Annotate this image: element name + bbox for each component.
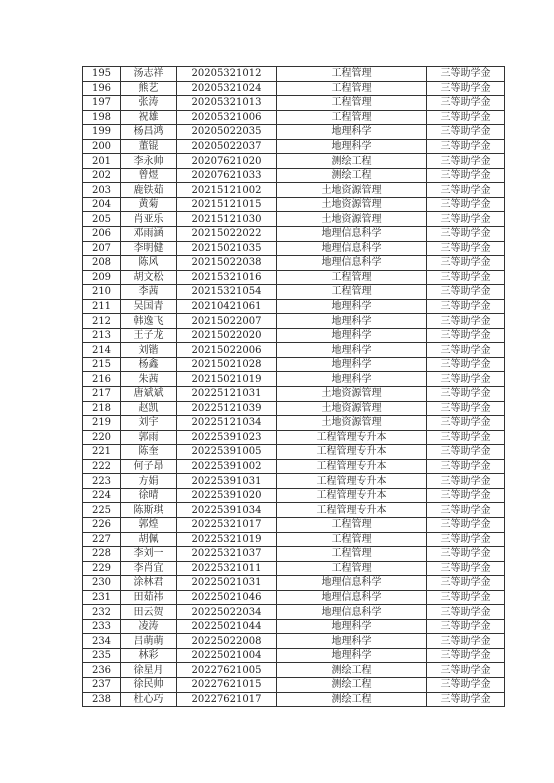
award-level-cell: 三等助学金 [427,619,505,634]
table-row [83,605,505,620]
table-row [83,474,505,489]
row-number-cell: 199 [83,125,121,140]
table-row [83,416,505,431]
student-name-cell: 刘宇 [121,416,177,431]
award-level-cell: 三等助学金 [427,517,505,532]
award-level-cell: 三等助学金 [427,430,505,445]
award-level-cell: 三等助学金 [427,154,505,169]
student-id-cell: 20225391020 [177,488,277,503]
student-id-cell: 20205321024 [177,81,277,96]
student-id-cell: 20205022035 [177,125,277,140]
award-level-cell: 三等助学金 [427,445,505,460]
major-cell: 工程管理 [277,81,427,96]
student-name-cell: 邓雨涵 [121,227,177,242]
student-id-cell: 20225321011 [177,561,277,576]
award-level-cell: 三等助学金 [427,328,505,343]
award-level-cell: 三等助学金 [427,547,505,562]
student-id-cell: 20210421061 [177,299,277,314]
table-row [83,387,505,402]
scholarship-table [82,66,505,707]
student-name-cell: 方娟 [121,474,177,489]
major-cell: 地理信息科学 [277,256,427,271]
major-cell: 测绘工程 [277,168,427,183]
table-row [83,430,505,445]
student-id-cell: 20215022020 [177,328,277,343]
award-level-cell: 三等助学金 [427,314,505,329]
row-number-cell: 197 [83,96,121,111]
row-number-cell: 215 [83,357,121,372]
student-name-cell: 董锟 [121,139,177,154]
row-number-cell: 222 [83,459,121,474]
major-cell: 测绘工程 [277,677,427,692]
major-cell: 土地资源管理 [277,212,427,227]
award-level-cell: 三等助学金 [427,241,505,256]
table-row [83,488,505,503]
student-name-cell: 朱茜 [121,372,177,387]
award-level-cell: 三等助学金 [427,648,505,663]
major-cell: 地理科学 [277,299,427,314]
table-row [83,227,505,242]
table-row [83,663,505,678]
student-id-cell: 20215021019 [177,372,277,387]
major-cell: 测绘工程 [277,154,427,169]
major-cell: 工程管理 [277,270,427,285]
table-row [83,692,505,707]
student-id-cell: 20225321019 [177,532,277,547]
row-number-cell: 202 [83,168,121,183]
row-number-cell: 216 [83,372,121,387]
major-cell: 地理科学 [277,328,427,343]
student-id-cell: 20215021035 [177,241,277,256]
table-row [83,648,505,663]
award-level-cell: 三等助学金 [427,168,505,183]
row-number-cell: 238 [83,692,121,707]
row-number-cell: 221 [83,445,121,460]
row-number-cell: 204 [83,197,121,212]
major-cell: 测绘工程 [277,692,427,707]
major-cell: 土地资源管理 [277,387,427,402]
table-row [83,459,505,474]
row-number-cell: 207 [83,241,121,256]
student-id-cell: 20225022034 [177,605,277,620]
table-row [83,357,505,372]
student-name-cell: 吕萌萌 [121,634,177,649]
student-id-cell: 20215321016 [177,270,277,285]
student-name-cell: 郭煌 [121,517,177,532]
student-name-cell: 徐民帅 [121,677,177,692]
major-cell: 测绘工程 [277,663,427,678]
student-name-cell: 陈斯琪 [121,503,177,518]
table-row [83,677,505,692]
row-number-cell: 224 [83,488,121,503]
student-name-cell: 熊艺 [121,81,177,96]
row-number-cell: 230 [83,576,121,591]
student-name-cell: 杜心巧 [121,692,177,707]
table-row [83,96,505,111]
student-id-cell: 20225021046 [177,590,277,605]
major-cell: 地理科学 [277,619,427,634]
student-name-cell: 李肖宜 [121,561,177,576]
table-row [83,241,505,256]
student-id-cell: 20215022022 [177,227,277,242]
row-number-cell: 209 [83,270,121,285]
award-level-cell: 三等助学金 [427,634,505,649]
table-row [83,110,505,125]
student-id-cell: 20225391023 [177,430,277,445]
student-name-cell: 李明健 [121,241,177,256]
major-cell: 土地资源管理 [277,183,427,198]
major-cell: 工程管理专升本 [277,474,427,489]
major-cell: 工程管理 [277,561,427,576]
major-cell: 地理科学 [277,314,427,329]
table-row [83,197,505,212]
student-name-cell: 王子龙 [121,328,177,343]
award-level-cell: 三等助学金 [427,459,505,474]
student-id-cell: 20207621033 [177,168,277,183]
student-id-cell: 20225391031 [177,474,277,489]
table-row [83,81,505,96]
student-id-cell: 20225022008 [177,634,277,649]
table-row [83,619,505,634]
major-cell: 工程管理 [277,285,427,300]
table-row [83,328,505,343]
table-row [83,532,505,547]
student-name-cell: 吴国青 [121,299,177,314]
table-row [83,372,505,387]
award-level-cell: 三等助学金 [427,256,505,271]
major-cell: 工程管理专升本 [277,445,427,460]
award-level-cell: 三等助学金 [427,227,505,242]
student-id-cell: 20225391005 [177,445,277,460]
student-id-cell: 20227621015 [177,677,277,692]
student-id-cell: 20225121031 [177,387,277,402]
student-id-cell: 20225321037 [177,547,277,562]
table-row [83,445,505,460]
student-id-cell: 20215022007 [177,314,277,329]
student-name-cell: 郭雨 [121,430,177,445]
table-row [83,212,505,227]
student-name-cell: 肖亚乐 [121,212,177,227]
table-row [83,168,505,183]
award-level-cell: 三等助学金 [427,67,505,82]
row-number-cell: 206 [83,227,121,242]
table-row [83,183,505,198]
major-cell: 工程管理专升本 [277,503,427,518]
table-row [83,343,505,358]
student-name-cell: 陈奎 [121,445,177,460]
student-id-cell: 20215121015 [177,197,277,212]
award-level-cell: 三等助学金 [427,590,505,605]
major-cell: 地理科学 [277,343,427,358]
major-cell: 地理科学 [277,648,427,663]
row-number-cell: 214 [83,343,121,358]
student-id-cell: 20215022038 [177,256,277,271]
student-name-cell: 田云贺 [121,605,177,620]
student-name-cell: 李茜 [121,285,177,300]
student-name-cell: 凌涛 [121,619,177,634]
award-level-cell: 三等助学金 [427,270,505,285]
row-number-cell: 217 [83,387,121,402]
award-level-cell: 三等助学金 [427,357,505,372]
student-id-cell: 20225021044 [177,619,277,634]
student-id-cell: 20205022037 [177,139,277,154]
student-name-cell: 鹿铁茹 [121,183,177,198]
award-level-cell: 三等助学金 [427,416,505,431]
row-number-cell: 201 [83,154,121,169]
row-number-cell: 232 [83,605,121,620]
student-name-cell: 唐斌斌 [121,387,177,402]
student-name-cell: 李永帅 [121,154,177,169]
row-number-cell: 228 [83,547,121,562]
major-cell: 地理信息科学 [277,241,427,256]
award-level-cell: 三等助学金 [427,605,505,620]
major-cell: 地理信息科学 [277,227,427,242]
major-cell: 地理科学 [277,139,427,154]
award-level-cell: 三等助学金 [427,488,505,503]
major-cell: 工程管理 [277,96,427,111]
student-name-cell: 徐星月 [121,663,177,678]
row-number-cell: 195 [83,67,121,82]
table-row [83,299,505,314]
student-id-cell: 20205321006 [177,110,277,125]
award-level-cell: 三等助学金 [427,503,505,518]
table-row [83,590,505,605]
row-number-cell: 235 [83,648,121,663]
student-name-cell: 杨昌鸿 [121,125,177,140]
award-level-cell: 三等助学金 [427,197,505,212]
student-name-cell: 陈风 [121,256,177,271]
row-number-cell: 234 [83,634,121,649]
major-cell: 工程管理 [277,67,427,82]
award-level-cell: 三等助学金 [427,532,505,547]
major-cell: 工程管理专升本 [277,459,427,474]
award-level-cell: 三等助学金 [427,561,505,576]
row-number-cell: 200 [83,139,121,154]
row-number-cell: 205 [83,212,121,227]
award-level-cell: 三等助学金 [427,285,505,300]
row-number-cell: 218 [83,401,121,416]
student-name-cell: 张涛 [121,96,177,111]
table-row [83,67,505,82]
row-number-cell: 220 [83,430,121,445]
student-id-cell: 20215121002 [177,183,277,198]
award-level-cell: 三等助学金 [427,125,505,140]
row-number-cell: 198 [83,110,121,125]
student-name-cell: 杨鑫 [121,357,177,372]
student-name-cell: 徐晴 [121,488,177,503]
row-number-cell: 225 [83,503,121,518]
row-number-cell: 236 [83,663,121,678]
award-level-cell: 三等助学金 [427,96,505,111]
row-number-cell: 213 [83,328,121,343]
row-number-cell: 226 [83,517,121,532]
student-id-cell: 20215021028 [177,357,277,372]
student-id-cell: 20225021004 [177,648,277,663]
major-cell: 土地资源管理 [277,401,427,416]
award-level-cell: 三等助学金 [427,81,505,96]
award-level-cell: 三等助学金 [427,299,505,314]
award-level-cell: 三等助学金 [427,139,505,154]
award-level-cell: 三等助学金 [427,183,505,198]
award-level-cell: 三等助学金 [427,212,505,227]
table-row [83,314,505,329]
student-name-cell: 胡佩 [121,532,177,547]
student-name-cell: 胡文松 [121,270,177,285]
table-row [83,517,505,532]
row-number-cell: 223 [83,474,121,489]
major-cell: 工程管理 [277,532,427,547]
table-row [83,561,505,576]
student-name-cell: 田茹祎 [121,590,177,605]
student-id-cell: 20225121034 [177,416,277,431]
table-row [83,154,505,169]
major-cell: 工程管理 [277,110,427,125]
table-row [83,270,505,285]
student-id-cell: 20225121039 [177,401,277,416]
major-cell: 工程管理专升本 [277,430,427,445]
student-name-cell: 赵凯 [121,401,177,416]
table-row [83,576,505,591]
award-level-cell: 三等助学金 [427,343,505,358]
student-id-cell: 20227621005 [177,663,277,678]
student-id-cell: 20205321013 [177,96,277,111]
student-id-cell: 20225021031 [177,576,277,591]
award-level-cell: 三等助学金 [427,110,505,125]
major-cell: 地理信息科学 [277,605,427,620]
student-id-cell: 20215121030 [177,212,277,227]
major-cell: 地理信息科学 [277,576,427,591]
major-cell: 土地资源管理 [277,197,427,212]
award-level-cell: 三等助学金 [427,401,505,416]
major-cell: 地理科学 [277,125,427,140]
student-name-cell: 刘锴 [121,343,177,358]
student-name-cell: 祝雄 [121,110,177,125]
row-number-cell: 210 [83,285,121,300]
table-row [83,547,505,562]
award-level-cell: 三等助学金 [427,372,505,387]
student-id-cell: 20227621017 [177,692,277,707]
row-number-cell: 208 [83,256,121,271]
award-level-cell: 三等助学金 [427,677,505,692]
student-id-cell: 20225321017 [177,517,277,532]
row-number-cell: 229 [83,561,121,576]
table-body [83,67,505,707]
student-name-cell: 汤志祥 [121,67,177,82]
row-number-cell: 196 [83,81,121,96]
award-level-cell: 三等助学金 [427,387,505,402]
major-cell: 工程管理 [277,547,427,562]
major-cell: 土地资源管理 [277,416,427,431]
row-number-cell: 227 [83,532,121,547]
student-name-cell: 林彩 [121,648,177,663]
row-number-cell: 203 [83,183,121,198]
student-name-cell: 韩逸飞 [121,314,177,329]
student-id-cell: 20225391034 [177,503,277,518]
student-id-cell: 20225391002 [177,459,277,474]
major-cell: 地理科学 [277,634,427,649]
table-row [83,503,505,518]
major-cell: 地理信息科学 [277,590,427,605]
row-number-cell: 212 [83,314,121,329]
award-level-cell: 三等助学金 [427,692,505,707]
student-name-cell: 何子昂 [121,459,177,474]
student-name-cell: 李刘一 [121,547,177,562]
row-number-cell: 233 [83,619,121,634]
major-cell: 工程管理 [277,517,427,532]
student-name-cell: 涂林君 [121,576,177,591]
row-number-cell: 231 [83,590,121,605]
student-id-cell: 20205321012 [177,67,277,82]
student-name-cell: 黄菊 [121,197,177,212]
award-level-cell: 三等助学金 [427,663,505,678]
row-number-cell: 219 [83,416,121,431]
major-cell: 工程管理专升本 [277,488,427,503]
row-number-cell: 211 [83,299,121,314]
award-level-cell: 三等助学金 [427,576,505,591]
student-id-cell: 20215022006 [177,343,277,358]
student-name-cell: 曾煜 [121,168,177,183]
student-id-cell: 20215321054 [177,285,277,300]
table-row [83,285,505,300]
table-row [83,401,505,416]
student-id-cell: 20207621020 [177,154,277,169]
major-cell: 地理科学 [277,372,427,387]
row-number-cell: 237 [83,677,121,692]
major-cell: 地理科学 [277,357,427,372]
table-row [83,125,505,140]
award-level-cell: 三等助学金 [427,474,505,489]
table-row [83,256,505,271]
table-row [83,634,505,649]
table-row [83,139,505,154]
